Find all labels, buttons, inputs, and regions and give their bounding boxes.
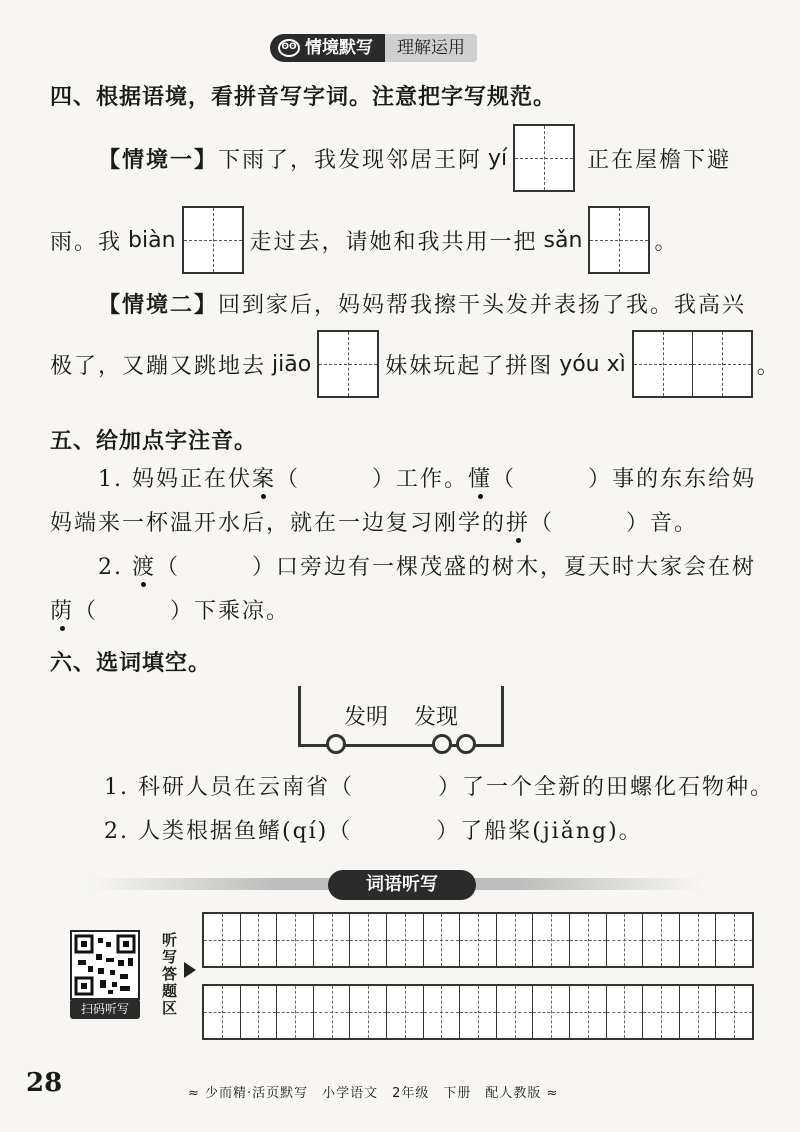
grid-cell[interactable]	[569, 914, 606, 966]
answer-grid-yi[interactable]	[513, 124, 575, 192]
sec5-q1-text-e: 妈端来一杯温开水后，就在一边复习刚学的	[50, 511, 507, 536]
scene2-line2	[50, 330, 781, 398]
grid-cell[interactable]	[496, 914, 533, 966]
dotted-char-du: 渡	[131, 555, 156, 580]
grid-cell[interactable]	[459, 986, 496, 1038]
scene1-line1	[98, 124, 731, 192]
dictation-grid-row-1[interactable]	[202, 912, 754, 968]
grid-cell[interactable]	[642, 986, 679, 1038]
grid-cell[interactable]	[715, 986, 752, 1038]
sec5-q1-text-f: ）音。	[626, 511, 699, 536]
paren-open: （	[492, 467, 517, 492]
paren-open: （	[74, 599, 99, 624]
word-option-faxian: 发现	[414, 704, 459, 730]
scene2-text-a: 回到家后，妈妈帮我擦干头发并表扬了我。我高兴	[218, 293, 747, 318]
header-tag-light: 理解运用	[385, 34, 477, 62]
grid-cell[interactable]	[715, 914, 752, 966]
sec5-q1-text-d: ）事的东东给妈	[588, 467, 757, 492]
grid-cell[interactable]	[679, 914, 716, 966]
dictation-grid-row-2[interactable]	[202, 984, 754, 1040]
answer-grid-bian[interactable]	[182, 206, 244, 274]
sec6-q2	[104, 814, 643, 845]
scene2-line1	[98, 288, 746, 319]
ring-icon	[456, 734, 476, 754]
scene1-text-e: 。	[654, 229, 679, 255]
paren-open: （	[276, 467, 301, 492]
pinyin-jiao: jiāo	[272, 351, 312, 377]
grid-cell[interactable]	[313, 986, 350, 1038]
grid-cell[interactable]	[386, 914, 423, 966]
grid-cell[interactable]	[184, 208, 242, 272]
sec5-q2-line1	[98, 550, 756, 581]
header-tag-dark	[270, 34, 385, 62]
grid-cell[interactable]	[204, 914, 240, 966]
sec5-q2-line2	[50, 594, 290, 625]
grid-cell[interactable]	[386, 986, 423, 1038]
scene1-text-b: 正在屋檐下避	[587, 147, 732, 173]
answer-grid-san[interactable]	[588, 206, 650, 274]
pinyin-bian: biàn	[128, 227, 176, 253]
grid-cell[interactable]	[606, 914, 643, 966]
sec5-q1-text-a: 1. 妈妈正在伏	[98, 467, 252, 492]
scene1-line2	[50, 206, 678, 274]
grid-cell[interactable]	[569, 986, 606, 1038]
pinyin-san: sǎn	[543, 227, 583, 253]
ring-icon	[432, 734, 452, 754]
sec5-q2-text-c: ）下乘凉。	[170, 599, 291, 624]
grid-cell[interactable]	[515, 126, 573, 190]
sec5-q1-line2	[50, 506, 698, 537]
paren-open: （	[530, 511, 555, 536]
paren-open: （	[156, 555, 181, 580]
scene2-text-c: 妹妹玩起了拼图	[385, 353, 554, 379]
sec5-q2-text-b: ）口旁边有一棵茂盛的树木，夏天时大家会在树	[252, 555, 757, 580]
arrow-right-icon	[184, 962, 196, 978]
grid-cell[interactable]	[459, 914, 496, 966]
scene2-label: 【情境二】	[98, 293, 219, 318]
sec5-q1-line1	[98, 462, 756, 493]
sec6-q1-text-a: 1. 科研人员在云南省（	[104, 775, 354, 800]
grid-cell[interactable]	[276, 914, 313, 966]
footer-text: ≈ 少而精·活页默写 小学语文 2年级 下册 配人教版 ≈	[188, 1086, 559, 1101]
grid-cell[interactable]	[423, 986, 460, 1038]
grid-cell[interactable]	[423, 914, 460, 966]
pinyin-youxi: yóu xì	[559, 351, 626, 377]
grid-cell[interactable]	[532, 986, 569, 1038]
ring-icon	[326, 734, 346, 754]
dotted-char-an: 案	[251, 467, 276, 492]
answer-grid-youxi[interactable]	[632, 330, 753, 398]
qr-label: 扫码听写	[70, 999, 140, 1019]
grid-cell[interactable]	[590, 208, 648, 272]
grid-cell[interactable]	[276, 986, 313, 1038]
grid-cell[interactable]	[313, 914, 350, 966]
grid-cell[interactable]	[606, 986, 643, 1038]
grid-cell[interactable]	[679, 986, 716, 1038]
grid-cell[interactable]	[532, 914, 569, 966]
dictation-area-label: 听写答题区	[162, 931, 178, 1017]
scene1-text-d: 走过去，请她和我共用一把	[249, 229, 538, 255]
section-6-title: 六、选词填空。	[50, 651, 212, 676]
scene1-label: 【情境一】	[98, 147, 219, 173]
section-header-tag	[270, 34, 477, 62]
grid-cell[interactable]	[240, 914, 277, 966]
header-tag-dark-text: 情境默写	[305, 38, 373, 58]
grid-cell[interactable]	[692, 332, 751, 396]
scene2-text-b: 极了，又蹦又跳地去	[50, 353, 267, 379]
grid-cell[interactable]	[349, 986, 386, 1038]
sec6-q1-text-b: ）了一个全新的田螺化石物种。	[437, 775, 774, 800]
owl-icon: ʘʘ	[278, 39, 300, 57]
scene2-text-d: 。	[756, 353, 781, 379]
grid-cell[interactable]	[642, 914, 679, 966]
dictation-title: 词语听写	[328, 870, 476, 900]
grid-cell[interactable]	[496, 986, 533, 1038]
page-number: 28	[26, 1068, 63, 1098]
section-5-title: 五、给加点字注音。	[50, 429, 258, 454]
answer-grid-jiao[interactable]	[317, 330, 379, 398]
sec6-q1	[104, 770, 774, 801]
section-4-title: 四、根据语境，看拼音写字词。注意把字写规范。	[50, 85, 557, 110]
sec5-q2-text-a: 2.	[98, 555, 132, 580]
grid-cell[interactable]	[349, 914, 386, 966]
pinyin-yi: yí	[488, 145, 508, 171]
qr-code-icon[interactable]	[70, 930, 140, 1000]
dotted-char-pin: 拼	[506, 511, 531, 536]
grid-cell[interactable]	[240, 986, 277, 1038]
grid-cell[interactable]	[204, 986, 240, 1038]
word-option-faming: 发明	[343, 704, 388, 730]
scene1-text-a: 下雨了，我发现邻居王阿	[218, 147, 483, 173]
dotted-char-yin: 荫	[50, 599, 75, 624]
dotted-char-dong: 懂	[468, 467, 493, 492]
grid-cell[interactable]	[634, 332, 692, 396]
sec6-q2-text-b: ）了船桨(jiǎng)。	[436, 819, 643, 844]
sec6-q2-text-a: 2. 人类根据鱼鳍(qí)（	[104, 819, 353, 844]
sec5-q1-text-c: ）工作。	[372, 467, 469, 492]
grid-cell[interactable]	[319, 332, 377, 396]
scene1-text-c: 雨。我	[50, 229, 123, 255]
